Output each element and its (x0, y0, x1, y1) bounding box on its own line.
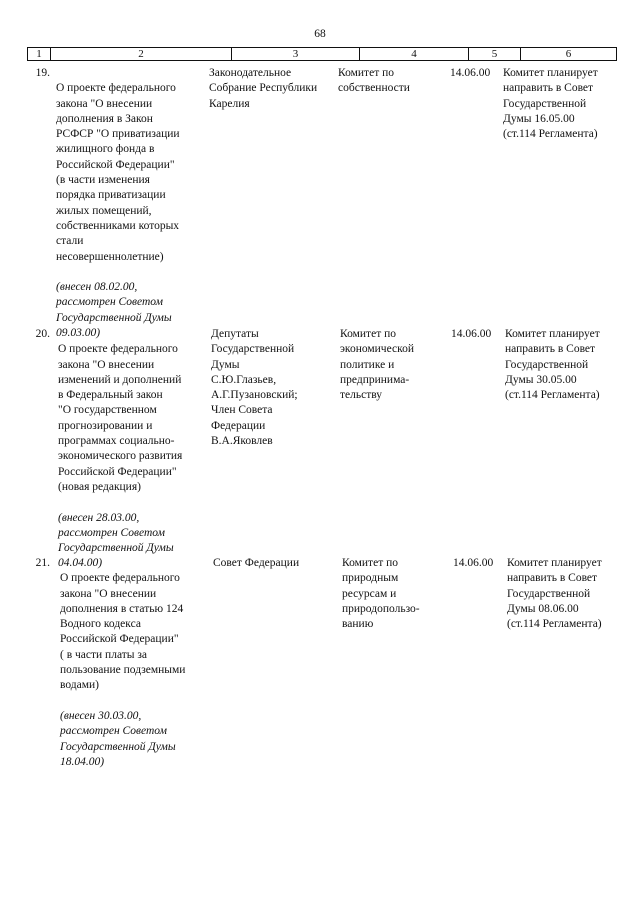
table-header (27, 47, 617, 61)
decision: Комитет планирует направить в Совет Государственной Думы 08.06.00 (ст.114 Регламента) (507, 557, 602, 631)
committee: Комитет по собственности (338, 67, 410, 95)
date: 14.06.00 (453, 557, 494, 569)
header-col-2: 2 (51, 48, 232, 60)
row-number: 19. (35, 67, 50, 79)
initiator: Законодательное Собрание Республики Карелия (209, 67, 318, 110)
row-number: 20. (35, 328, 50, 340)
bill-title: О проекте федерального закона "О внесении изменений и дополнений в Федеральный закон "О государственном прогнозировании и программах социально- экономического развития Российской Федерации" (новая редакция) (58, 343, 183, 493)
bill-note: (внесен 30.03.00, рассмотрен Советом Государственной Думы 18.04.00) (60, 709, 176, 768)
bill-title-cell (56, 66, 206, 357)
header-col-5: 5 (469, 48, 521, 60)
header-col-1: 1 (28, 48, 51, 60)
row-number: 21. (35, 557, 50, 569)
committee: Комитет по экономической политике и предпринима- тельству (340, 328, 414, 402)
bill-note: (внесен 08.02.00, рассмотрен Советом Государственной Думы 09.03.00) (56, 281, 172, 340)
initiator: Депутаты Государственной Думы С.Ю.Глазьев, А.Г.Пузановский; Член Совета Федерации В.А.Яковлев (211, 328, 298, 448)
bill-note: (внесен 28.03.00, рассмотрен Советом Государственной Думы 04.04.00) (58, 511, 174, 570)
initiator: Совет Федерации (213, 557, 300, 569)
bill-title-cell (58, 327, 208, 587)
decision: Комитет планирует направить в Совет Государственной Думы 16.05.00 (ст.114 Регламента) (503, 67, 598, 141)
committee: Комитет по природным ресурсам и природопользо- ванию (342, 557, 420, 631)
bill-title: О проекте федерального закона "О внесении дополнения в Закон РСФСР "О приватизации жилищного фонда в Российской Федерации" (в части изменения порядка приватизации жилых помещений, собственниками которых стали несовершеннолетние) (56, 82, 180, 263)
header-col-3: 3 (232, 48, 360, 60)
bill-title-cell (60, 556, 210, 785)
decision: Комитет планирует направить в Совет Государственной Думы 30.05.00 (ст.114 Регламента) (505, 328, 600, 402)
page-number: 68 (314, 28, 326, 40)
bill-title: О проекте федерального закона "О внесении дополнения в статью 124 Водного кодекса Российской Федерации" ( в части платы за пользование подземными водами) (60, 572, 186, 692)
date: 14.06.00 (451, 328, 492, 340)
date: 14.06.00 (450, 67, 491, 79)
header-col-6: 6 (565, 48, 572, 60)
header-col-4: 4 (360, 48, 469, 60)
